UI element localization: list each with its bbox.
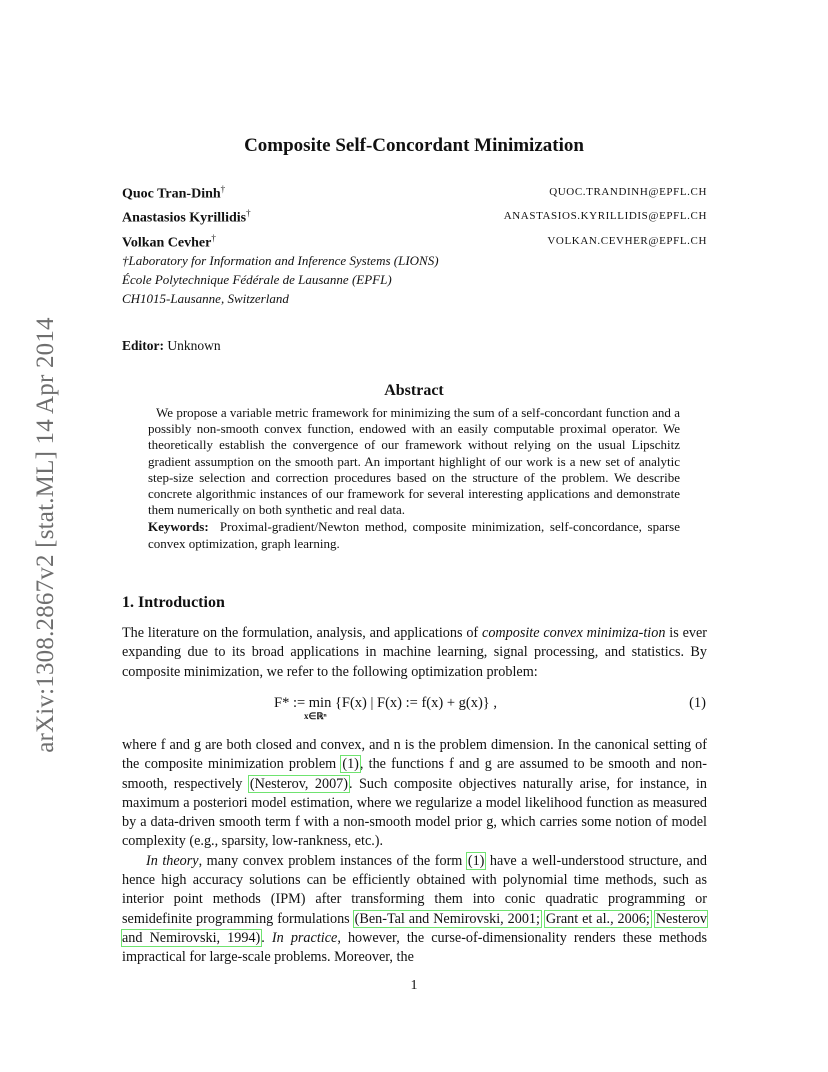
keywords: Keywords: Proximal-gradient/Newton method, composite minimization, self-concordance, sparse convex optimization, graph learning. (148, 519, 681, 551)
author-email[interactable]: ANASTASIOS.KYRILLIDIS@EPFL.CH (503, 210, 707, 222)
abstract-text: We propose a variable metric framework for minimizing the sum of a self-concordant function and a possibly non-smooth convex function, endowed with an easily computable proximal operator. We theoretically establish the convergence of our framework without relying on the usual Lipschitz gradient assumption on the smooth part. An important highlight of our work is a new set of analytic step-size selection and correction procedures based on the structure of the problem. We describe concrete algorithmic instances of our framework for several interesting applications and demonstrate them numerically on both synthetic and real data. (148, 405, 680, 518)
citation-link[interactable]: (Ben-Tal and Nemirovski, 2001; (354, 910, 540, 927)
author-email[interactable]: VOLKAN.CEVHER@EPFL.CH (547, 235, 707, 247)
section-heading: 1. Introduction (122, 594, 225, 611)
citation-link[interactable]: Grant et al., 2006; (545, 910, 650, 927)
citation-link[interactable]: Nesterov and Nemirovski, 1994) (122, 910, 708, 946)
affiliation-line: École Polytechnique Fédérale de Lausanne (EPFL) (122, 272, 392, 287)
equation-number: (1) (689, 695, 706, 711)
editor-line: Editor: Unknown (122, 338, 221, 353)
abstract-heading: Abstract (384, 382, 444, 399)
equation-ref-link[interactable]: (1) (342, 756, 359, 773)
citation-link[interactable]: (Nesterov, 2007) (249, 775, 348, 792)
equation-1: F* := min {F(x) | F(x) := f(x) + g(x)} , x∈ℝⁿ (274, 695, 497, 721)
page-number: 1 (410, 978, 418, 993)
abstract-body (148, 405, 680, 552)
intro-paragraph: where f and g are both closed and convex, and n is the problem dimension. In the canonical setting of the composite minimization problem (1), the functions f and g are assumed to be smooth and non-smooth, respectively (Nesterov, 2007). Such composite objectives naturally arise, for instance, in maximum a posteriori model estimation, where we regularize a model likelihood function as measured by a data-driven smooth term f with a non-smooth model prior g, which carries some notion of model complexity (e.g., sparsity, low-rankness, etc.). In theory, many convex problem instances of the form (1) have a well-understood structure, and hence high accuracy solutions can be efficiently obtained with polynomial time methods, such as interior point methods (IPM) after transforming them into conic quadratic programming or semidefinite programming formulations (Ben-Tal and Nemirovski, 2001; Grant et al., 2006; Nesterov and Nemirovski, 1994). In practice, however, the curse-of-dimensionality renders these methods impractical for large-scale problems. Moreover, the (122, 737, 708, 966)
author-name: Anastasios Kyrillidis† (122, 208, 251, 226)
author-email[interactable]: QUOC.TRANDINH@EPFL.CH (549, 186, 707, 198)
affiliation-line: †Laboratory for Information and Inference Systems (LIONS) (122, 253, 439, 268)
affiliation-line: CH1015-Lausanne, Switzerland (122, 291, 289, 306)
arxiv-identifier: arXiv:1308.2867v2 [stat.ML] 14 Apr 2014 (32, 317, 59, 753)
author-name: Quoc Tran-Dinh† (122, 184, 226, 202)
equation-ref-link[interactable]: (1) (467, 852, 485, 869)
intro-paragraph: The literature on the formulation, analysis, and applications of composite convex minimiza-tion is ever expanding due to its broad applications in machine learning, signal processing, and statistics. By composite minimization, we refer to the following optimization problem: (122, 625, 707, 680)
author-name: Volkan Cevher† (122, 233, 216, 251)
paper-title: Composite Self-Concordant Minimization (244, 135, 584, 156)
